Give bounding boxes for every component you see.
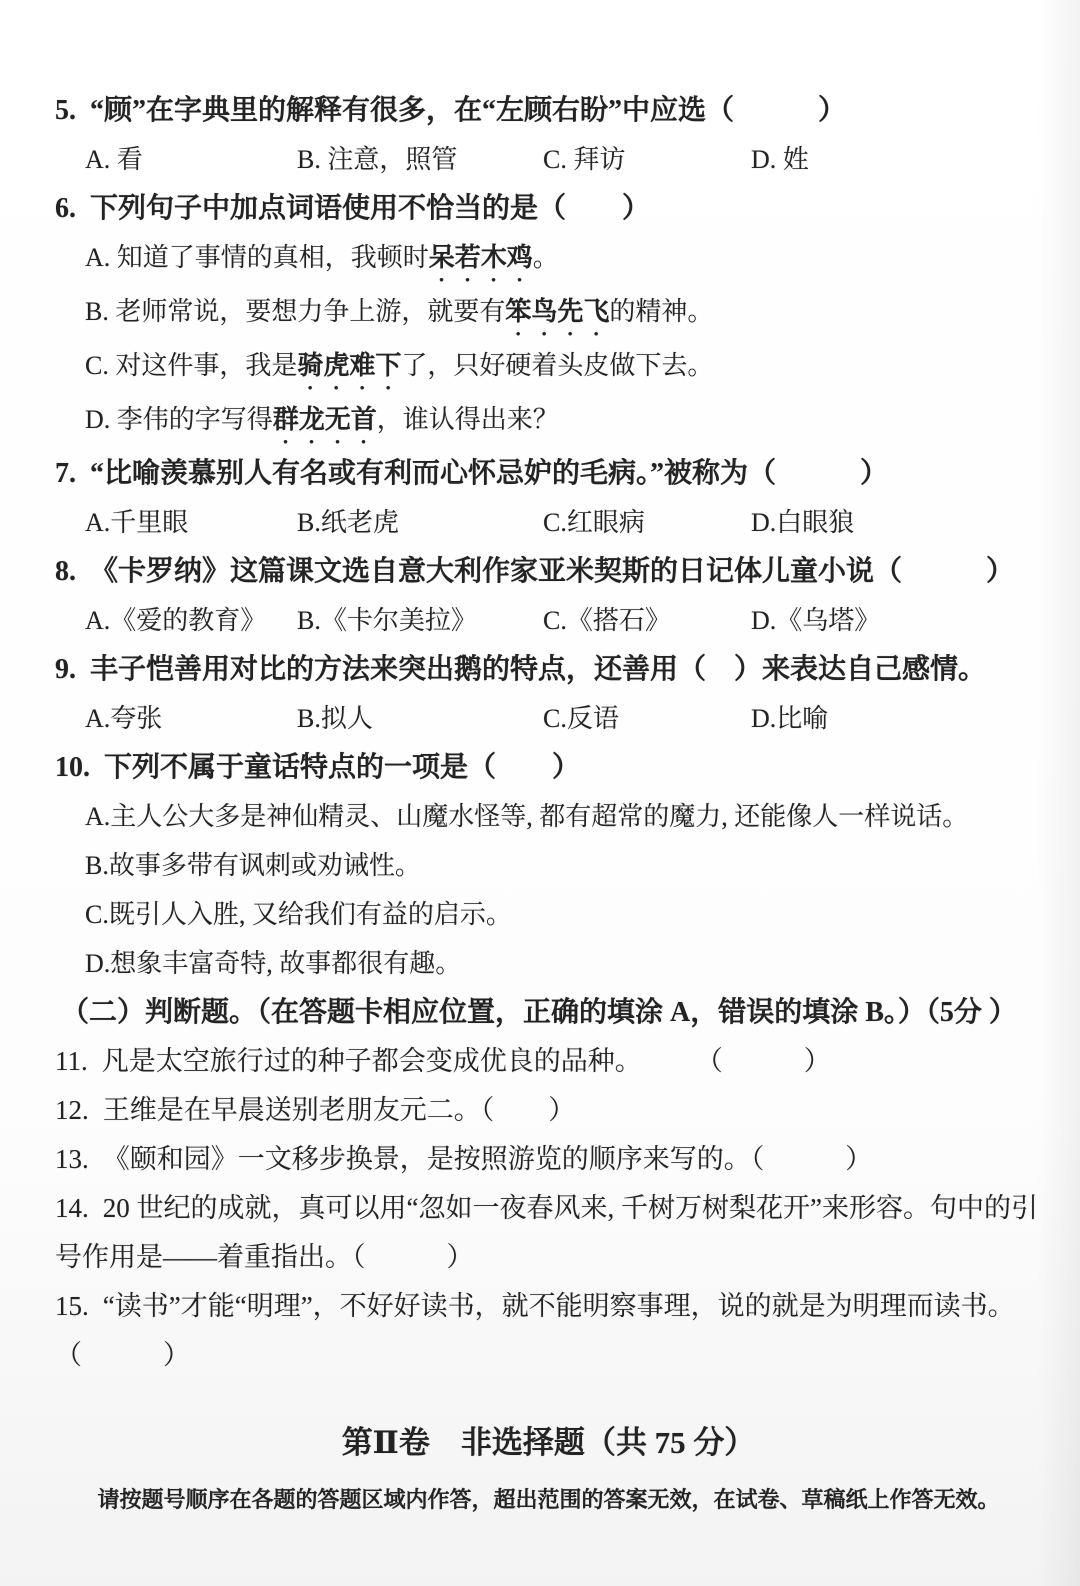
option-d: D. 姓: [751, 145, 809, 174]
question-number: 12.: [55, 1095, 89, 1125]
question-number: 14.: [55, 1193, 89, 1223]
emphasized-idiom: 呆若木鸡: [428, 243, 533, 272]
judgment-section: [55, 988, 1042, 1380]
question-stem-text: 丰子恺善用对比的方法来突出鹅的特点，还善用（ ）来表达自己感情。: [90, 654, 987, 685]
option-a: A.千里眼: [85, 508, 189, 537]
option-d: D.想象丰富奇特, 故事都很有趣。: [85, 949, 462, 978]
judgment-text: 《颐和园》一文移步换景，是按照游览的顺序来写的。（ ）: [102, 1144, 873, 1174]
question-9: [55, 645, 1042, 743]
question-6-stem: [55, 184, 1042, 233]
option-c: [85, 341, 1042, 395]
judgment-text: 王维是在早晨送别老朋友元二。（ ）: [102, 1095, 576, 1125]
option-a: A.夸张: [85, 704, 163, 733]
question-number: 9.: [55, 654, 76, 685]
question-number: 15.: [55, 1291, 89, 1321]
judgment-item-15: [55, 1282, 1042, 1380]
question-5-stem: [55, 86, 1042, 135]
option-text: ，谁认得出来？: [376, 405, 559, 434]
question-10: [55, 743, 1042, 988]
question-10-stem: [55, 743, 1042, 792]
question-7-stem: [55, 449, 1042, 498]
option-d: D.《乌塔》: [751, 606, 881, 635]
question-number: 7.: [55, 458, 76, 489]
option-b: B.《卡尔美拉》: [297, 606, 477, 635]
option-b: B. 注意，照管: [297, 145, 458, 174]
option-d: D.白眼狼: [751, 508, 855, 537]
option-c: C.《搭石》: [543, 606, 671, 635]
option-a: A.《爱的教育》: [85, 606, 267, 635]
option-a: A.主人公大多是神仙精灵、山魔水怪等, 都有超常的魔力, 还能像人一样说话。: [85, 802, 969, 831]
question-number: 13.: [55, 1144, 89, 1174]
question-5: [55, 86, 1042, 184]
option-c: C.红眼病: [543, 508, 645, 537]
judgment-text: “读书”才能“明理”，不好好读书，就不能明察事理，说的就是为明理而读书。（ ）: [55, 1291, 1015, 1370]
option-text: D. 李伟的字写得: [85, 405, 273, 434]
option-d: D.比喻: [751, 704, 829, 733]
question-number: 6.: [55, 193, 76, 224]
emphasized-idiom: 骑虎难下: [297, 351, 402, 380]
emphasized-idiom: 笨鸟先飞: [505, 297, 610, 326]
question-number: 10.: [55, 752, 90, 783]
option-b: B.拟人: [297, 704, 373, 733]
option-c: C.反语: [543, 704, 619, 733]
judgment-item-14: [55, 1184, 1042, 1282]
question-6-options: [55, 233, 1042, 449]
judgment-text: 20 世纪的成就，真可以用“忽如一夜春风来, 千树万树梨花开”来形容。句中的引号作用是——着重指出。（ ）: [55, 1193, 1038, 1272]
question-number: 11.: [55, 1046, 88, 1076]
question-stem-text: 下列句子中加点词语使用不恰当的是（ ）: [90, 193, 651, 224]
question-5-options: [85, 135, 1042, 184]
footer-note: 请按题号顺序在各题的答题区域内作答，超出范围的答案无效，在试卷、草稿纸上作答无效。: [97, 1487, 1000, 1512]
option-a: A. 看: [85, 145, 143, 174]
question-number: 5.: [55, 95, 76, 126]
option-text: 了，只好硬着头皮做下去。: [401, 351, 714, 380]
question-9-stem: [55, 645, 1042, 694]
judgment-text: 凡是太空旅行过的种子都会变成优良的品种。 （ ）: [101, 1046, 831, 1076]
judgment-item-11: [55, 1037, 1042, 1086]
option-text: B. 老师常说，要想力争上游，就要有: [85, 297, 506, 326]
question-9-options: [85, 694, 1042, 743]
judgment-section-header: （二）判断题。（在答题卡相应位置，正确的填涂 A，错误的填涂 B。）（5分 ）: [61, 997, 1017, 1028]
question-stem-text: 《卡罗纳》这篇课文选自意大利作家亚米契斯的日记体儿童小说（ ）: [90, 556, 1015, 587]
option-b: B.故事多带有讽刺或劝诫性。: [85, 851, 421, 880]
option-b: B.纸老虎: [297, 508, 399, 537]
question-8-stem: [55, 547, 1042, 596]
emphasized-idiom: 群龙无首: [272, 405, 377, 434]
option-c: C. 拜访: [543, 145, 626, 174]
judgment-item-12: [55, 1086, 1042, 1135]
question-10-options: [55, 792, 1042, 988]
question-8-options: [85, 596, 1042, 645]
option-text: A. 知道了事情的真相，我顿时: [85, 243, 429, 272]
option-text: C. 对这件事，我是: [85, 351, 298, 380]
question-7-options: [85, 498, 1042, 547]
option-c: C.既引人入胜, 又给我们有益的启示。: [85, 900, 512, 929]
part2-title: 第Ⅱ卷 非选择题（共 75 分）: [341, 1425, 756, 1460]
question-stem-text: 下列不属于童话特点的一项是（ ）: [104, 752, 581, 783]
question-number: 8.: [55, 556, 76, 587]
question-8: [55, 547, 1042, 645]
option-a: [85, 233, 1042, 287]
question-7: [55, 449, 1042, 547]
question-6: [55, 184, 1042, 449]
option-d: [85, 395, 1042, 449]
question-stem-text: “比喻羡慕别人有名或有利而心怀忌妒的毛病。”被称为（ ）: [90, 458, 889, 489]
question-stem-text: “顾”在字典里的解释有很多，在“左顾右盼”中应选（ ）: [90, 95, 847, 126]
option-b: [85, 287, 1042, 341]
option-text: 。: [532, 243, 559, 272]
judgment-item-13: [55, 1135, 1042, 1184]
option-text: 的精神。: [609, 297, 714, 326]
